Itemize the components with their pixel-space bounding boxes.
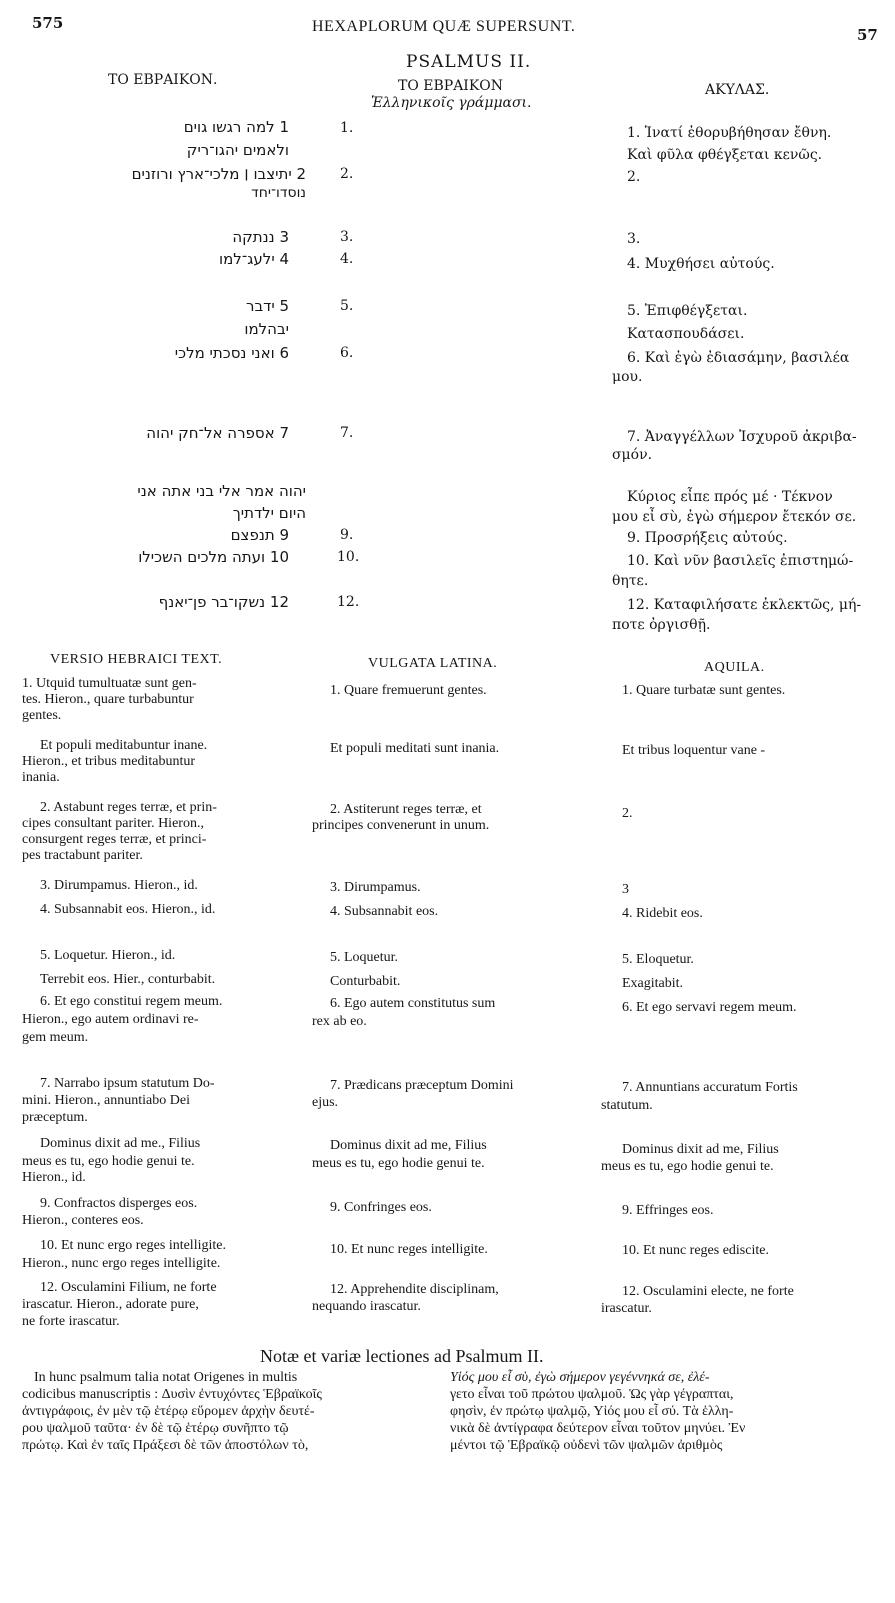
versio-line: 4. Subsannabit eos. Hieron., id. (40, 902, 216, 917)
notes-right-line: γετο εἶναι τοῦ πρώτου ψαλμοῦ. Ὡς γὰρ γέγραπται, (450, 1387, 734, 1402)
aquila-greek-line: 2. (627, 169, 641, 185)
notes-left-line: ρου ψαλμοῦ ταῦτα· ἐν δὲ τῷ ἑτέρῳ συνῆπτο τῷ (22, 1421, 289, 1436)
notes-left-line: πρώτῳ. Καὶ ἐν ταῖς Πράξεσι δὲ τῶν ἀποστόλων τὸ, (22, 1438, 309, 1453)
verse-number: 4. (340, 251, 354, 267)
notes-left-line: codicibus manuscriptis : Δυσὶν ἐντυχόντες Ἑβραϊκοῖς (22, 1387, 322, 1402)
notes-right-line: φησὶν, ἐν πρώτῳ ψαλμῷ, Υἱός μου εἶ σύ. Τὰ ἑλλη- (450, 1404, 734, 1419)
vulgata-line: 1. Quare fremuerunt gentes. (330, 683, 487, 698)
versio-line: 2. Astabunt reges terræ, et prin- (40, 800, 217, 815)
aquila-latin-line: 1. Quare turbatæ sunt gentes. (622, 683, 786, 698)
verse-number: 3. (340, 229, 354, 245)
verse-number: 1. (340, 120, 354, 136)
hebrew-line: 2 יתיצבו ׀ מלכי־ארץ ורוזנים (131, 165, 306, 183)
page-number-left: 575 (32, 14, 64, 32)
aquila-latin-line: Dominus dixit ad me, Filius (622, 1142, 779, 1157)
versio-line: 3. Dirumpamus. Hieron., id. (40, 878, 198, 893)
verse-number: 10. (337, 549, 360, 565)
aquila-latin-line: Exagitabit. (622, 976, 684, 991)
notes-right-line: μέντοι τῷ Ἑβραϊκῷ οὐδενὶ τῶν ψαλμῶν ἀριθμὸς (450, 1438, 723, 1453)
aquila-greek-line: θητε. (612, 573, 649, 589)
versio-line: 10. Et nunc ergo reges intelligite. (40, 1238, 226, 1253)
hebrew-line: 3 ננתקה (232, 228, 289, 246)
versio-line: ne forte irascatur. (22, 1314, 120, 1329)
vulgata-line: 3. Dirumpamus. (330, 880, 421, 895)
versio-line: irascatur. Hieron., adorate pure, (22, 1297, 199, 1312)
vulgata-line: Conturbabit. (330, 974, 401, 989)
hebrew-line: יבהלמו (244, 320, 289, 338)
versio-line: consurgent reges terræ, et princi- (22, 832, 207, 847)
vulgata-line: 9. Confringes eos. (330, 1200, 432, 1215)
versio-line: cipes consultant pariter. Hieron., (22, 816, 204, 831)
versio-line: 7. Narrabo ipsum statutum Do- (40, 1076, 215, 1091)
notes-left-line: ἀντιγράφοις, ἐν μὲν τῷ ἑτέρῳ εὕρομεν ἀρχὴν δευτέ- (22, 1404, 315, 1419)
vulgata-line: Dominus dixit ad me, Filius (330, 1138, 487, 1153)
versio-line: meus es tu, ego hodie genui te. (22, 1154, 195, 1169)
aquila-latin-line: 9. Effringes eos. (622, 1203, 714, 1218)
hebrew-line: 4 ילעג־למו (219, 250, 289, 268)
versio-line: præceptum. (22, 1110, 88, 1125)
aquila-greek-line: 12. Καταφιλήσατε ἐκλεκτῶς, μή- (627, 597, 862, 613)
vulgata-head: VULGATA LATINA. (368, 656, 498, 671)
versio-line: 6. Et ego constitui regem meum. (40, 994, 223, 1009)
hebrew-line: 10 ועתה מלכים השכילו (138, 548, 289, 566)
vulgata-line: 2. Astiterunt reges terræ, et (330, 802, 482, 817)
vulgata-line: nequando irascatur. (312, 1299, 421, 1314)
hebrew-line: 6 ואני נסכתי מלכי (174, 344, 289, 362)
versio-line: inania. (22, 770, 60, 785)
aquila-greek-line: Κατασπουδάσει. (627, 326, 745, 342)
versio-line: Dominus dixit ad me., Filius (40, 1136, 201, 1151)
versio-line: gentes. (22, 708, 62, 723)
aquila-column-head: ΑΚΥΛΑΣ. (705, 82, 770, 98)
vulgata-line: ejus. (312, 1095, 339, 1110)
aquila-greek-line: 7. Ἀναγγέλλων Ἰσχυροῦ ἀκριβα- (627, 429, 857, 445)
aquila-latin-line: 3 (622, 882, 629, 897)
aquila-greek-line: σμόν. (612, 447, 653, 463)
hebrew-line: 5 ידבר (246, 297, 289, 315)
verse-number: 2. (340, 166, 354, 182)
hebrew-line: 12 נשקו־בר פן־יאנף (158, 593, 289, 611)
versio-line: Et populi meditabuntur inane. (40, 738, 208, 753)
aquila-latin-head: AQUILA. (704, 660, 765, 675)
hebrew-column-head: ΤΟ ΕΒΡΑΙΚΟΝ. (108, 72, 218, 88)
versio-line: pes tractabunt pariter. (22, 848, 143, 863)
versio-line: 9. Confractos disperges eos. (40, 1196, 198, 1211)
vulgata-line: meus es tu, ego hodie genui te. (312, 1156, 485, 1171)
versio-line: Hieron., conteres eos. (22, 1213, 144, 1228)
aquila-greek-line: Κύριος εἶπε πρός μέ · Τέκνον (627, 489, 833, 505)
psalm-title: PSALMUS II. (406, 52, 532, 72)
vulgata-line: 10. Et nunc reges intelligite. (330, 1242, 488, 1257)
vulgata-line: 6. Ego autem constitutus sum (330, 996, 496, 1011)
hebrew-line: 9 תנפצם (230, 526, 289, 544)
vulgata-line: principes convenerunt in unum. (312, 818, 490, 833)
hebrew-line: 1 למה רגשו גוים (183, 118, 289, 136)
versio-line: Hieron., nunc ergo reges intelligite. (22, 1256, 221, 1271)
verse-number: 9. (340, 527, 354, 543)
versio-line: mini. Hieron., annuntiabo Dei (22, 1093, 190, 1108)
aquila-latin-line: 7. Annuntians accuratum Fortis (622, 1080, 798, 1095)
vulgata-line: rex ab eo. (312, 1014, 367, 1029)
notes-title: Notæ et variæ lectiones ad Psalmum II. (260, 1346, 544, 1366)
vulgata-line: 4. Subsannabit eos. (330, 904, 439, 919)
verse-number: 5. (340, 298, 354, 314)
aquila-greek-line: 5. Ἐπιφθέγξεται. (627, 303, 748, 319)
hebrew-greek-column-head: ΤΟ ΕΒΡΑΙΚΟΝ (398, 78, 504, 94)
versio-line: tes. Hieron., quare turbabuntur (22, 692, 194, 707)
hebrew-line: 7 אספרה אל־חק יהוה (146, 424, 289, 442)
aquila-latin-line: 2. (622, 806, 633, 821)
notes-right-line: νικὰ δὲ ἀντίγραφα δεύτερον εἶναι τοῦτον μηνύει. Ἐν (450, 1421, 746, 1436)
hebrew-line: נוסדו־יחד (251, 185, 306, 201)
hebrew-line: יהוה אמר אלי בני אתה אני (137, 482, 306, 500)
versio-line: 1. Utquid tumultuatæ sunt gen- (22, 676, 197, 691)
aquila-greek-line: Καὶ φῦλα φθέγξεται κενῶς. (627, 147, 823, 163)
versio-line: gem meum. (22, 1030, 89, 1045)
verse-number: 6. (340, 345, 354, 361)
aquila-greek-line: μου εἶ σὺ, ἐγὼ σήμερον ἔτεκόν σε. (612, 509, 857, 525)
notes-left-line: In hunc psalmum talia notat Origenes in multis (34, 1370, 298, 1385)
versio-line: Hieron., et tribus meditabuntur (22, 754, 196, 769)
aquila-latin-line: 12. Osculamini electe, ne forte (622, 1284, 794, 1299)
versio-head: VERSIO HEBRAICI TEXT. (50, 652, 223, 667)
page-number-right: 57 (857, 26, 878, 44)
aquila-greek-line: 1. Ἱνατί ἐθορυβήθησαν ἔθνη. (627, 125, 832, 141)
versio-line: Hieron., id. (22, 1170, 86, 1185)
versio-line: 12. Osculamini Filium, ne forte (40, 1280, 217, 1295)
aquila-latin-line: 5. Eloquetur. (622, 952, 694, 967)
vulgata-line: 7. Prædicans præceptum Domini (330, 1078, 514, 1093)
aquila-greek-line: 9. Προσρήξεις αὐτούς. (627, 530, 788, 546)
versio-line: Terrebit eos. Hier., conturbabit. (40, 972, 216, 987)
aquila-greek-line: 6. Καὶ ἐγὼ ἐδιασάμην, βασιλέα (627, 350, 850, 366)
aquila-latin-line: Et tribus loquentur vane - (622, 743, 766, 758)
aquila-latin-line: 6. Et ego servavi regem meum. (622, 1000, 797, 1015)
running-title: HEXAPLORUM QUÆ SUPERSUNT. (312, 18, 576, 35)
aquila-latin-line: 10. Et nunc reges ediscite. (622, 1243, 769, 1258)
aquila-greek-line: 10. Καὶ νῦν βασιλεῖς ἐπιστημώ- (627, 553, 854, 569)
notes-right-line: Υἱός μου εἶ σὺ, ἐγὼ σήμερον γεγέννηκά σε, ἐλέ- (450, 1370, 710, 1385)
hebrew-greek-subhead: Ἑλληνικοῖς γράμμασι. (371, 95, 532, 111)
hebrew-line: ולאמים יהגו־ריק (186, 141, 289, 159)
aquila-latin-line: 4. Ridebit eos. (622, 906, 703, 921)
aquila-greek-line: 3. (627, 231, 641, 247)
hebrew-line: היום ילדתיך (232, 504, 306, 522)
vulgata-line: 12. Apprehendite disciplinam, (330, 1282, 499, 1297)
versio-line: Hieron., ego autem ordinavi re- (22, 1012, 199, 1027)
aquila-greek-line: μου. (612, 369, 643, 385)
vulgata-line: 5. Loquetur. (330, 950, 399, 965)
aquila-greek-line: 4. Μυχθήσει αὐτούς. (627, 256, 775, 272)
vulgata-line: Et populi meditati sunt inania. (330, 741, 500, 756)
aquila-greek-line: ποτε ὀργισθῇ. (612, 617, 711, 633)
verse-number: 7. (340, 425, 354, 441)
aquila-latin-line: statutum. (601, 1098, 653, 1113)
aquila-latin-line: irascatur. (601, 1301, 652, 1316)
aquila-latin-line: meus es tu, ego hodie genui te. (601, 1159, 774, 1174)
versio-line: 5. Loquetur. Hieron., id. (40, 948, 176, 963)
verse-number: 12. (337, 594, 360, 610)
